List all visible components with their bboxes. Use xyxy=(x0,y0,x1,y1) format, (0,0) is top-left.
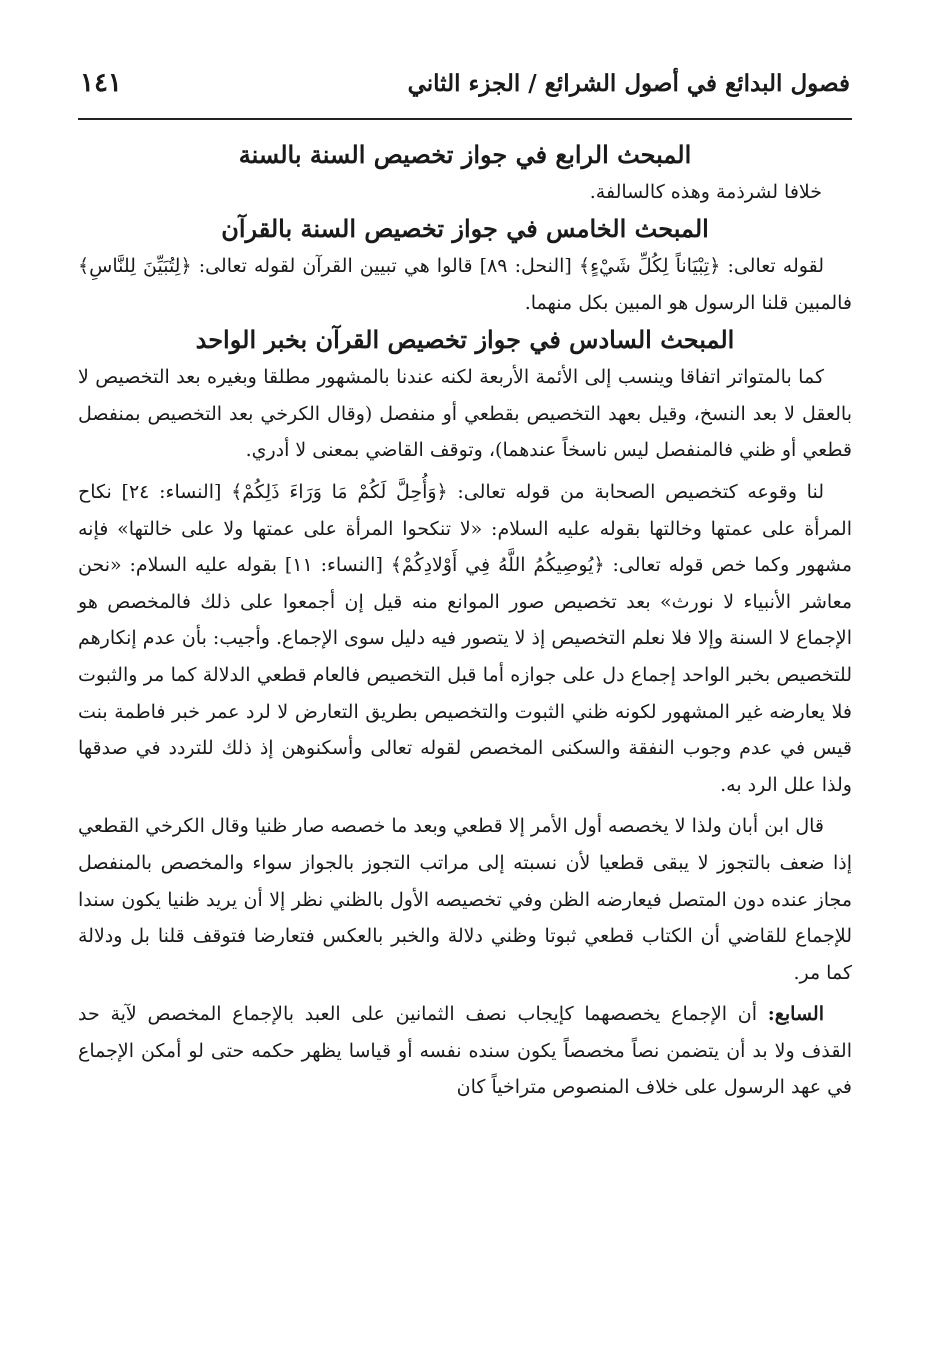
section-6-paragraph-2: لنا وقوعه كتخصيص الصحابة من قوله تعالى: ﴿وَأُحِلَّ لَكُمْ مَا وَرَاءَ ذَلِكُمْ﴾ [النساء: ٢٤] نكاح المرأة على عمتها وخالتها بقوله عليه السلام: «لا تنكحوا المرأة على عمتها ولا على خالتها» فإنه مشهور وكما خص قوله تعالى: ﴿يُوصِيكُمُ اللَّهُ فِي أَوْلادِكُمْ﴾ [النساء: ١١] بقوله عليه السلام: «نحن معاشر الأنبياء لا نورث» بعد تخصيص صور الموانع منه قيل إن أجمعوا على ذلك فالمخصص هو الإجماع لا السنة وإلا فلا نعلم التخصيص إذ لا يتصور فيه دليل سوى الإجماع. وأجيب: بأن عدم إنكارهم للتخصيص بخبر الواحد إجماع دل على جوازه أما قبل التخصيص فالعام قطعي الدلالة كما مر والثبوت فلا يعارضه غير المشهور لكونه ظني الثبوت والتخصيص بطريق التعارض لا لرد عمر خبر فاطمة بنت قيس في عدم وجوب النفقة والسكنى المخصص لقوله تعالى وأسكنوهن إذ ذلك للتردد في صدقها ولذا علل الرد به. xyxy=(78,480,853,796)
section-heading-4: المبحث الرابع في جواز تخصيص السنة بالسنة xyxy=(238,140,692,169)
book-page xyxy=(78,58,852,1348)
section-heading-5: المبحث الخامس في جواز تخصيص السنة بالقرآن xyxy=(221,214,709,243)
seventh-point-text: أن الإجماع يخصصهما كإيجاب نصف الثمانين على العبد بالإجماع المخصص لآية حد القذف ولا بد أن يتضمن نصاً مخصصاً يكون سنده نفسه أو قياسا يظهر حكمه حتى لو أمكن الإجماع في عهد الرسول على خلاف المنصوص متراخياً كان xyxy=(78,1003,852,1099)
seventh-point-paragraph xyxy=(78,996,852,1106)
running-title: فصول البدائع في أصول الشرائع / الجزء الثاني xyxy=(407,70,850,97)
page-number: ١٤١ xyxy=(80,68,122,98)
page-header xyxy=(78,58,852,120)
seventh-point-label: السابع: xyxy=(767,1003,824,1026)
section-6-paragraph-3: قال ابن أبان ولذا لا يخصصه أول الأمر إلا قطعي وبعد ما خصصه صار ظنيا وقال الكرخي القطعي إذا ضعف بالتجوز لا يبقى قطعيا لأن نسبته إلى مراتب التجوز بالجواز سواء والمخصص بالمنفصل مجاز عنده دون المتصل فيعارضه الظن وفي تخصيصه الأول بالظني نظر إلا أن يريد ظنيا يكون سندا للإجماع للقاضي أن الكتاب قطعي ثبوتا وظني دلالة والخبر بالعكس فتعارضا فتوقف قلنا بل ودلالة كما مر. xyxy=(78,815,852,984)
section-6-paragraph-1: كما بالمتواتر اتفاقا وينسب إلى الأئمة الأربعة لكنه عندنا بالمشهور مطلقا وبغيره بعد التخصيص لا بالعقل لا بعد النسخ، وقيل بعهد التخصيص بقطعي أو منفصل (وقال الكرخي بعد التخصيص بمنفصل قطعي أو ظني فالمنفصل ليس ناسخاً عندهما)، وتوقف القاضي بمعنى لا أدري. xyxy=(78,366,852,462)
page-body xyxy=(78,136,852,1106)
section-4-text: خلافا لشرذمة وهذه كالسالفة. xyxy=(589,181,822,203)
section-5-text: لقوله تعالى: ﴿تِبْيَاناً لِكُلِّ شَيْءٍ﴾ [النحل: ٨٩] قالوا هي تبيين القرآن لقوله تعالى: ﴿لِتُبَيِّنَ لِلنَّاسِ﴾ فالمبين قلنا الرسول هو المبين بكل منهما. xyxy=(78,255,852,314)
section-heading-6: المبحث السادس في جواز تخصيص القرآن بخبر الواحد xyxy=(195,325,735,355)
